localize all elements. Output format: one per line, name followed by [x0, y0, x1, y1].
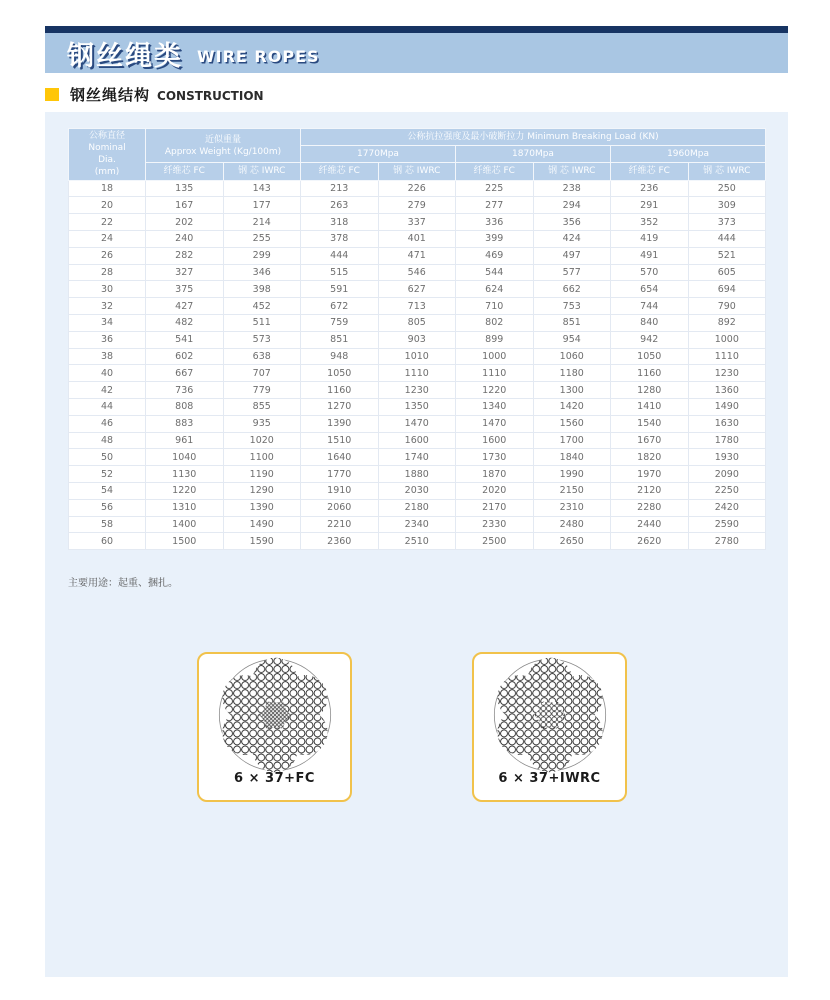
value-cell: 2210 [301, 516, 379, 533]
value-cell: 1040 [146, 449, 224, 466]
value-cell: 2440 [611, 516, 689, 533]
table-row [69, 230, 766, 247]
value-cell: 627 [378, 281, 456, 298]
value-cell: 427 [146, 298, 224, 315]
diameter-cell: 20 [69, 197, 146, 214]
value-cell: 1050 [301, 365, 379, 382]
table-row [69, 214, 766, 231]
value-cell: 1230 [378, 382, 456, 399]
value-cell: 398 [223, 281, 301, 298]
value-cell: 2650 [533, 533, 611, 550]
value-cell: 2510 [378, 533, 456, 550]
value-cell: 1560 [533, 415, 611, 432]
diameter-cell: 42 [69, 382, 146, 399]
value-cell: 1220 [456, 382, 534, 399]
value-cell: 469 [456, 247, 534, 264]
table-row [69, 516, 766, 533]
dia-label-cn: 公称直径 [88, 131, 125, 141]
value-cell: 238 [533, 180, 611, 197]
value-cell: 1360 [688, 382, 766, 399]
yellow-square-bullet-icon [45, 88, 59, 101]
value-cell: 291 [611, 197, 689, 214]
value-cell: 135 [146, 180, 224, 197]
content-panel [45, 112, 788, 977]
value-cell: 1630 [688, 415, 766, 432]
value-cell: 961 [146, 432, 224, 449]
table-row [69, 432, 766, 449]
diameter-cell: 26 [69, 247, 146, 264]
value-cell: 744 [611, 298, 689, 315]
table-row [69, 298, 766, 315]
value-cell: 1540 [611, 415, 689, 432]
value-cell: 1600 [456, 432, 534, 449]
table-row [69, 382, 766, 399]
value-cell: 903 [378, 331, 456, 348]
value-cell: 935 [223, 415, 301, 432]
diameter-cell: 46 [69, 415, 146, 432]
dia-label-unit: (mm) [94, 167, 120, 178]
value-cell: 1130 [146, 466, 224, 483]
value-cell: 2020 [456, 482, 534, 499]
section-heading [45, 84, 264, 105]
value-cell: 1020 [223, 432, 301, 449]
value-cell: 1590 [223, 533, 301, 550]
col-header-grade-1960: 1960Mpa [611, 146, 766, 163]
col-header-iwrc: 钢 芯 IWRC [223, 163, 301, 180]
value-cell: 707 [223, 365, 301, 382]
value-cell: 263 [301, 197, 379, 214]
col-header-fc: 纤维芯 FC [611, 163, 689, 180]
value-cell: 1410 [611, 398, 689, 415]
table-row [69, 180, 766, 197]
value-cell: 1470 [378, 415, 456, 432]
value-cell: 444 [301, 247, 379, 264]
table-row [69, 314, 766, 331]
value-cell: 177 [223, 197, 301, 214]
value-cell: 327 [146, 264, 224, 281]
value-cell: 309 [688, 197, 766, 214]
value-cell: 892 [688, 314, 766, 331]
value-cell: 294 [533, 197, 611, 214]
diameter-cell: 18 [69, 180, 146, 197]
diameter-cell: 60 [69, 533, 146, 550]
value-cell: 1290 [223, 482, 301, 499]
table-header [69, 129, 766, 181]
weight-label-cn: 近似重量 [204, 134, 241, 145]
value-cell: 1180 [533, 365, 611, 382]
value-cell: 277 [456, 197, 534, 214]
table-row [69, 482, 766, 499]
value-cell: 851 [301, 331, 379, 348]
value-cell: 2280 [611, 499, 689, 516]
value-cell: 213 [301, 180, 379, 197]
value-cell: 662 [533, 281, 611, 298]
dia-label-en2: Dia. [98, 155, 116, 166]
value-cell: 1510 [301, 432, 379, 449]
table-row [69, 365, 766, 382]
value-cell: 694 [688, 281, 766, 298]
col-header-fc: 纤维芯 FC [146, 163, 224, 180]
value-cell: 2180 [378, 499, 456, 516]
value-cell: 2150 [533, 482, 611, 499]
value-cell: 1500 [146, 533, 224, 550]
value-cell: 279 [378, 197, 456, 214]
value-cell: 1000 [688, 331, 766, 348]
value-cell: 511 [223, 314, 301, 331]
value-cell: 497 [533, 247, 611, 264]
value-cell: 299 [223, 247, 301, 264]
value-cell: 378 [301, 230, 379, 247]
col-header-diameter [69, 129, 146, 181]
diameter-cell: 52 [69, 466, 146, 483]
value-cell: 1670 [611, 432, 689, 449]
value-cell: 2330 [456, 516, 534, 533]
col-header-iwrc: 钢 芯 IWRC [688, 163, 766, 180]
value-cell: 2060 [301, 499, 379, 516]
value-cell: 214 [223, 214, 301, 231]
value-cell: 482 [146, 314, 224, 331]
value-cell: 471 [378, 247, 456, 264]
value-cell: 808 [146, 398, 224, 415]
value-cell: 521 [688, 247, 766, 264]
value-cell: 226 [378, 180, 456, 197]
value-cell: 225 [456, 180, 534, 197]
table-row [69, 499, 766, 516]
table-row [69, 449, 766, 466]
value-cell: 1420 [533, 398, 611, 415]
dia-label-en1: Nominal [88, 143, 126, 154]
diameter-cell: 32 [69, 298, 146, 315]
value-cell: 605 [688, 264, 766, 281]
value-cell: 337 [378, 214, 456, 231]
diameter-cell: 44 [69, 398, 146, 415]
table-row [69, 398, 766, 415]
value-cell: 1700 [533, 432, 611, 449]
diameter-cell: 22 [69, 214, 146, 231]
value-cell: 883 [146, 415, 224, 432]
value-cell: 779 [223, 382, 301, 399]
value-cell: 591 [301, 281, 379, 298]
diameter-cell: 38 [69, 348, 146, 365]
value-cell: 577 [533, 264, 611, 281]
page-banner [45, 26, 788, 73]
value-cell: 1780 [688, 432, 766, 449]
value-cell: 515 [301, 264, 379, 281]
value-cell: 1060 [533, 348, 611, 365]
diagram-card-fc [197, 652, 352, 802]
table-row [69, 264, 766, 281]
page-title-en: WIRE ROPES [197, 46, 320, 66]
value-cell: 1400 [146, 516, 224, 533]
diagram-label: 6 × 37+FC [234, 771, 315, 786]
value-cell: 318 [301, 214, 379, 231]
diameter-cell: 58 [69, 516, 146, 533]
value-cell: 1740 [378, 449, 456, 466]
table-body [69, 180, 766, 550]
value-cell: 1350 [378, 398, 456, 415]
value-cell: 546 [378, 264, 456, 281]
col-header-iwrc: 钢 芯 IWRC [533, 163, 611, 180]
diameter-cell: 54 [69, 482, 146, 499]
value-cell: 1390 [301, 415, 379, 432]
diameter-cell: 34 [69, 314, 146, 331]
value-cell: 401 [378, 230, 456, 247]
value-cell: 282 [146, 247, 224, 264]
value-cell: 1910 [301, 482, 379, 499]
value-cell: 805 [378, 314, 456, 331]
value-cell: 759 [301, 314, 379, 331]
value-cell: 2500 [456, 533, 534, 550]
value-cell: 143 [223, 180, 301, 197]
value-cell: 1390 [223, 499, 301, 516]
value-cell: 1160 [301, 382, 379, 399]
value-cell: 1190 [223, 466, 301, 483]
section-title-en: CONSTRUCTION [157, 88, 264, 103]
table-row [69, 466, 766, 483]
col-header-grade-1770: 1770Mpa [301, 146, 456, 163]
value-cell: 790 [688, 298, 766, 315]
value-cell: 2030 [378, 482, 456, 499]
diameter-cell: 36 [69, 331, 146, 348]
value-cell: 638 [223, 348, 301, 365]
value-cell: 573 [223, 331, 301, 348]
value-cell: 444 [688, 230, 766, 247]
table-row [69, 348, 766, 365]
value-cell: 424 [533, 230, 611, 247]
value-cell: 855 [223, 398, 301, 415]
value-cell: 1990 [533, 466, 611, 483]
value-cell: 352 [611, 214, 689, 231]
value-cell: 802 [456, 314, 534, 331]
value-cell: 1300 [533, 382, 611, 399]
value-cell: 672 [301, 298, 379, 315]
table-row [69, 533, 766, 550]
value-cell: 1930 [688, 449, 766, 466]
diameter-cell: 56 [69, 499, 146, 516]
value-cell: 255 [223, 230, 301, 247]
value-cell: 2480 [533, 516, 611, 533]
value-cell: 544 [456, 264, 534, 281]
value-cell: 356 [533, 214, 611, 231]
value-cell: 1730 [456, 449, 534, 466]
diagram-card-iwrc [472, 652, 627, 802]
value-cell: 1640 [301, 449, 379, 466]
value-cell: 1280 [611, 382, 689, 399]
value-cell: 240 [146, 230, 224, 247]
table-row [69, 247, 766, 264]
table-row [69, 415, 766, 432]
value-cell: 346 [223, 264, 301, 281]
value-cell: 713 [378, 298, 456, 315]
value-cell: 2360 [301, 533, 379, 550]
value-cell: 1770 [301, 466, 379, 483]
value-cell: 373 [688, 214, 766, 231]
value-cell: 202 [146, 214, 224, 231]
value-cell: 2620 [611, 533, 689, 550]
value-cell: 1230 [688, 365, 766, 382]
value-cell: 1870 [456, 466, 534, 483]
value-cell: 1470 [456, 415, 534, 432]
value-cell: 1110 [688, 348, 766, 365]
diameter-cell: 40 [69, 365, 146, 382]
value-cell: 570 [611, 264, 689, 281]
value-cell: 2250 [688, 482, 766, 499]
diameter-cell: 30 [69, 281, 146, 298]
value-cell: 948 [301, 348, 379, 365]
table-row [69, 281, 766, 298]
value-cell: 2090 [688, 466, 766, 483]
value-cell: 1050 [611, 348, 689, 365]
value-cell: 491 [611, 247, 689, 264]
value-cell: 2590 [688, 516, 766, 533]
value-cell: 1100 [223, 449, 301, 466]
value-cell: 2120 [611, 482, 689, 499]
value-cell: 336 [456, 214, 534, 231]
wire-rope-spec-table [68, 128, 766, 550]
value-cell: 1340 [456, 398, 534, 415]
value-cell: 1110 [378, 365, 456, 382]
value-cell: 1490 [223, 516, 301, 533]
value-cell: 1000 [456, 348, 534, 365]
value-cell: 2340 [378, 516, 456, 533]
value-cell: 624 [456, 281, 534, 298]
col-header-fc: 纤维芯 FC [456, 163, 534, 180]
value-cell: 1110 [456, 365, 534, 382]
col-header-fc: 纤维芯 FC [301, 163, 379, 180]
value-cell: 419 [611, 230, 689, 247]
usage-note: 主要用途：起重、捆扎。 [68, 578, 178, 589]
diameter-cell: 24 [69, 230, 146, 247]
table-row [69, 197, 766, 214]
value-cell: 710 [456, 298, 534, 315]
value-cell: 942 [611, 331, 689, 348]
value-cell: 1490 [688, 398, 766, 415]
col-header-weight [146, 129, 301, 163]
value-cell: 1840 [533, 449, 611, 466]
value-cell: 602 [146, 348, 224, 365]
value-cell: 736 [146, 382, 224, 399]
value-cell: 2420 [688, 499, 766, 516]
value-cell: 667 [146, 365, 224, 382]
value-cell: 1970 [611, 466, 689, 483]
weight-label-en: Approx Weight (Kg/100m) [164, 146, 282, 157]
value-cell: 167 [146, 197, 224, 214]
value-cell: 899 [456, 331, 534, 348]
table-row [69, 331, 766, 348]
col-header-iwrc: 钢 芯 IWRC [378, 163, 456, 180]
value-cell: 2780 [688, 533, 766, 550]
value-cell: 2170 [456, 499, 534, 516]
value-cell: 1010 [378, 348, 456, 365]
diagram-label: 6 × 37+IWRC [498, 771, 601, 786]
value-cell: 1880 [378, 466, 456, 483]
col-header-breaking-load: 公称抗拉强度及最小破断拉力 Minimum Breaking Load (KN) [301, 129, 766, 146]
diameter-cell: 50 [69, 449, 146, 466]
value-cell: 840 [611, 314, 689, 331]
value-cell: 1600 [378, 432, 456, 449]
value-cell: 1310 [146, 499, 224, 516]
value-cell: 753 [533, 298, 611, 315]
value-cell: 250 [688, 180, 766, 197]
value-cell: 452 [223, 298, 301, 315]
value-cell: 954 [533, 331, 611, 348]
value-cell: 654 [611, 281, 689, 298]
diameter-cell: 28 [69, 264, 146, 281]
value-cell: 1160 [611, 365, 689, 382]
section-title-cn: 钢丝绳结构 [70, 86, 151, 104]
diameter-cell: 48 [69, 432, 146, 449]
value-cell: 1820 [611, 449, 689, 466]
value-cell: 541 [146, 331, 224, 348]
banner-band [45, 33, 788, 73]
col-header-grade-1870: 1870Mpa [456, 146, 611, 163]
value-cell: 399 [456, 230, 534, 247]
banner-navy-bar [45, 26, 788, 33]
value-cell: 1270 [301, 398, 379, 415]
value-cell: 1220 [146, 482, 224, 499]
value-cell: 851 [533, 314, 611, 331]
value-cell: 2310 [533, 499, 611, 516]
value-cell: 375 [146, 281, 224, 298]
page-title-cn: 钢丝绳类 [67, 40, 183, 72]
value-cell: 236 [611, 180, 689, 197]
